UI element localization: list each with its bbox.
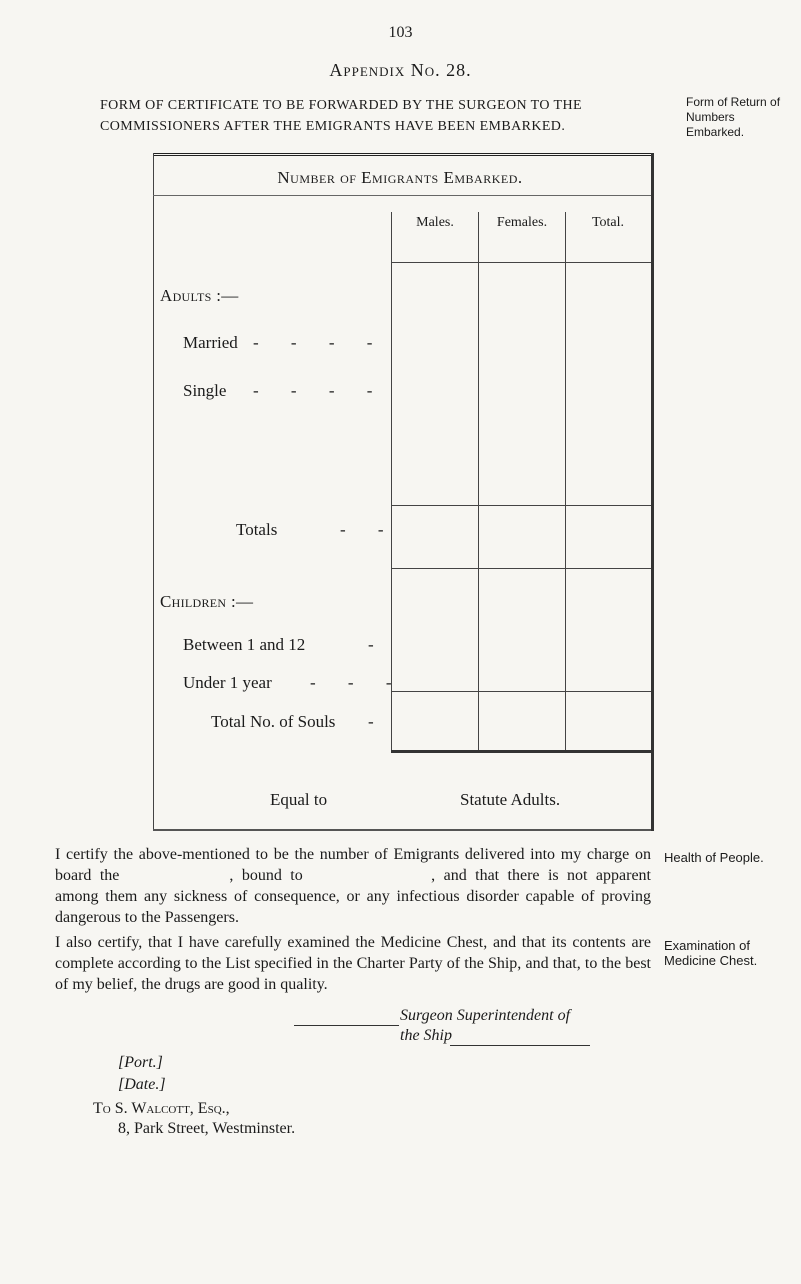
single-leader: - - - - [253, 381, 387, 400]
page-number: 103 [388, 24, 413, 41]
single-label: Single [183, 381, 227, 400]
married-label: Married [183, 333, 238, 352]
margin-note-health: Health of People. [664, 850, 764, 865]
certificate-medicine: I also certify, that I have carefully examined the Medicine Chest, and that its contents are complete according to the List specified in the Charter Party of the Ship, and that, to the best of my belief, the drugs are good in quality. [55, 934, 651, 993]
total-souls-label: Total No. of Souls [211, 712, 336, 731]
row-rule-children [391, 691, 651, 692]
signature-line[interactable] [294, 1025, 399, 1026]
married-leader: - - - - [253, 333, 387, 352]
ship-name-line[interactable] [450, 1045, 590, 1046]
title-rule [153, 195, 651, 196]
totals-label: Totals [236, 520, 278, 539]
col-total: Total. [591, 215, 625, 230]
total-souls-leader: - [368, 712, 388, 731]
form-heading: FORM OF CERTIFICATE TO BE FORWARDED BY THE SURGEON TO THE COMMISSIONERS AFTER THE EMIGRANTS HAVE BEEN EMBARKED. [100, 98, 582, 134]
para1-part-c: , and that there is not apparent among them any sickness of consequence, or any infectious disorder capable of proving dangerous to the Passengers. [55, 867, 651, 926]
port-field: [Port.] [118, 1054, 163, 1071]
margin-note-form: Form of Return of Numbers Embarked. [686, 95, 781, 139]
appendix-title: Appendix No. 28. [329, 60, 472, 80]
header-rule [391, 262, 651, 263]
under-leader: - - - [310, 673, 406, 692]
equal-to-label: Equal to [270, 790, 328, 809]
between-leader: - [368, 635, 388, 654]
adults-label: Adults :— [160, 286, 239, 305]
certificate-health [55, 844, 651, 928]
col-females: Females. [496, 215, 548, 230]
totals-leader: - - [340, 520, 398, 539]
between-label: Between 1 and 12 [183, 635, 306, 654]
row-rule-souls [391, 750, 651, 753]
addressee: To S. Walcott, Esq., [93, 1100, 230, 1117]
row-rule-adults [391, 505, 651, 506]
col-divider-3 [565, 212, 566, 752]
table-bottom-rule [153, 829, 651, 831]
para1-part-a: I certify the above-mentioned to be the number of Emigrants delivered into my charge on board the [55, 846, 651, 884]
row-rule-totals [391, 568, 651, 569]
col-divider-2 [478, 212, 479, 752]
table-right-rule [651, 153, 654, 831]
para1-part-b: , bound to [229, 867, 303, 884]
margin-note-examination: Examination of Medicine Chest. [664, 938, 758, 968]
signature-line-1: Surgeon Superintendent of [400, 1007, 571, 1024]
address: 8, Park Street, Westminster. [118, 1120, 296, 1137]
statute-adults-label: Statute Adults. [460, 790, 561, 809]
under-label: Under 1 year [183, 673, 272, 692]
col-divider-1 [391, 212, 392, 752]
signature-line-2: the Ship [400, 1027, 452, 1044]
col-males: Males. [416, 215, 454, 230]
surgeon-signature-block [400, 1006, 660, 1046]
table-title: Number of Emigrants Embarked. [277, 168, 523, 187]
date-field: [Date.] [118, 1076, 166, 1093]
table-left-rule [153, 153, 154, 831]
children-label: Children :— [160, 592, 254, 611]
